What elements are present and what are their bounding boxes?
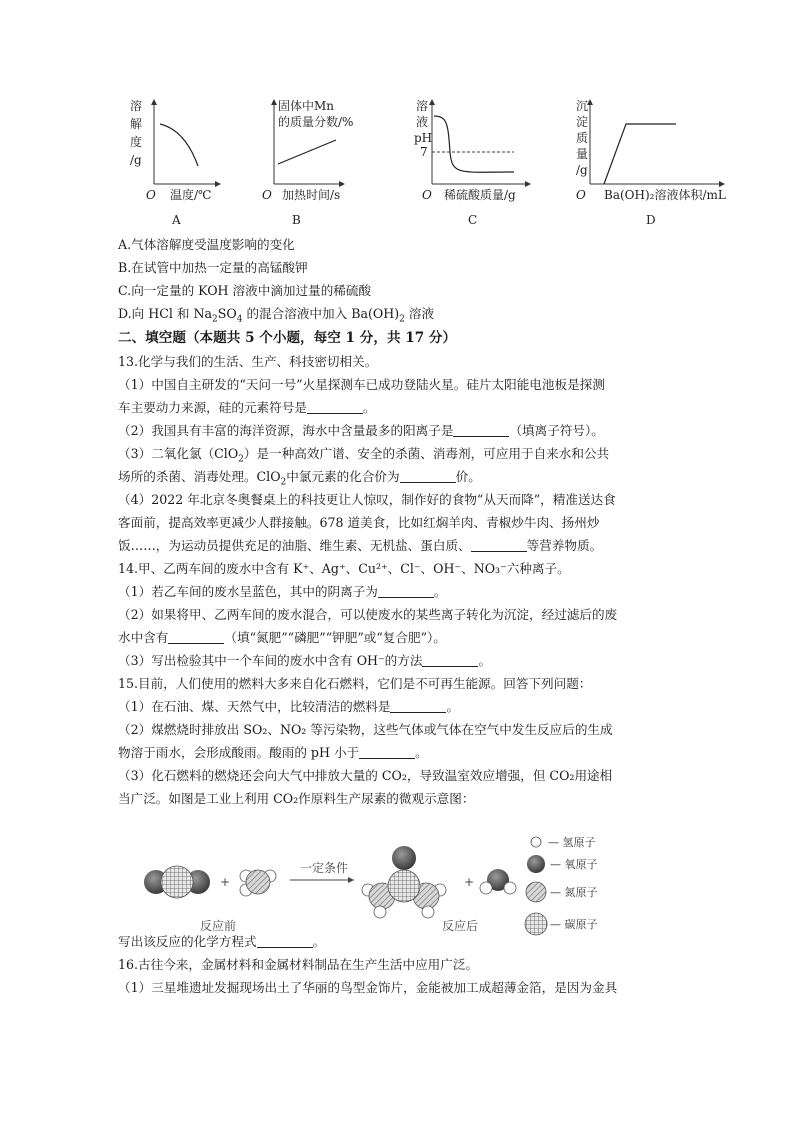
graph-c-ylabel-0: 溶	[416, 99, 429, 113]
graph-b	[262, 98, 353, 227]
graph-c-tick: 7	[420, 145, 428, 159]
option-graphs	[110, 96, 750, 232]
option-c: C.向一定量的 KOH 溶液中滴加过量的稀硫酸	[118, 283, 372, 298]
q14-p2a: （2）如果将甲、乙两车间的废水混合，可以使废水的某些离子转化为沉淀，经过滤后的废	[118, 607, 618, 622]
text: 场所的杀菌、消毒处理。ClO	[118, 469, 281, 484]
option-b: B.在试管中加热一定量的高锰酸钾	[118, 260, 308, 275]
q14-stem: 14.甲、乙两车间的废水中含有 K⁺、Ag⁺、Cu²⁺、Cl⁻、OH⁻、NO₃⁻六种离子。	[118, 561, 570, 576]
nh3-molecule	[240, 870, 276, 896]
text: 水中含有	[118, 630, 169, 645]
text: （2）我国具有丰富的海洋资源，海水中含量最多的阳离子是	[118, 423, 454, 438]
q13-p3	[118, 442, 678, 465]
option-d-part: 的混合溶液中加入 Ba(OH)	[242, 306, 400, 321]
legend-hydrogen: — 氢原子	[548, 836, 596, 849]
legend-carbon-icon	[525, 913, 547, 935]
graph-a-ylabel-2: 度	[130, 135, 143, 149]
graph-d-origin: O	[576, 188, 586, 202]
graph-d-letter: D	[646, 213, 656, 227]
q13-p3-cont	[118, 465, 678, 488]
answer-blank[interactable]	[378, 584, 434, 598]
q15-p1	[118, 695, 678, 718]
line-b	[278, 140, 336, 164]
graph-c-ylabel-1: 液	[416, 115, 429, 129]
legend-oxygen-icon	[527, 855, 545, 873]
graph-c-ylabel-2: pH	[414, 131, 433, 145]
q15-p3a: （3）化石燃料的燃烧还会向大气中排放大量的 CO₂，导致温室效应增强，但 CO₂用途相	[118, 768, 613, 783]
text: （填“氮肥”“磷肥”“钾肥”或“复合肥”）。	[224, 630, 446, 645]
graph-d-ylabel-2: 质	[576, 131, 589, 145]
legend-carbon: — 碳原子	[550, 918, 598, 931]
q13-p1b	[118, 396, 678, 419]
graph-a-ylabel-0: 溶	[130, 99, 143, 113]
q15-p3b: 当广泛。如图是工业上利用 CO₂作原料生产尿素的微观示意图：	[118, 791, 475, 806]
text: 。	[478, 653, 492, 668]
graph-d-ylabel-1: 淀	[576, 115, 589, 129]
legend-nitrogen-icon	[526, 882, 546, 902]
graph-b-origin: O	[262, 188, 272, 202]
label-after: 反应后	[442, 919, 479, 933]
graph-c-xlabel: 稀硫酸质量/g	[444, 188, 516, 202]
sub: 2	[238, 454, 244, 465]
text: （1）在石油、煤、天然气中，比较清洁的燃料是	[118, 699, 391, 714]
text: 。	[433, 584, 447, 599]
graph-b-letter: B	[292, 213, 301, 227]
q15-p2b	[118, 741, 678, 764]
graph-b-ylabel-0: 固体中Mn	[278, 99, 335, 113]
reaction-condition: 一定条件	[300, 861, 349, 875]
q15-stem: 15.目前，人们使用的燃料大多来自化石燃料，它们是不可再生能源。回答下列问题：	[118, 676, 592, 691]
answer-blank[interactable]	[359, 745, 415, 759]
option-a: A.气体溶解度受温度影响的变化	[118, 237, 295, 252]
option-d-part: 溶液	[404, 306, 435, 321]
q14-p3	[118, 649, 678, 672]
graph-d	[576, 99, 726, 227]
urea-reaction-diagram	[130, 832, 690, 950]
reaction-arrow	[290, 860, 354, 883]
legend-oxygen: — 氧原子	[550, 858, 598, 871]
section-heading: 二、填空题（本题共 5 个小题，每空 1 分，共 17 分）	[118, 330, 457, 346]
urea-svg	[130, 832, 690, 950]
option-d-sub: 2	[399, 314, 405, 325]
q14-p1	[118, 580, 678, 603]
graph-a-letter: A	[172, 213, 181, 227]
option-d-sub: 2	[212, 314, 218, 325]
graph-a-origin: O	[146, 188, 156, 202]
curve-c	[434, 116, 514, 172]
answer-blank[interactable]	[390, 699, 446, 713]
q13-p4b: 客面前，提高效率更减少人群接触。678 道美食，比如红焖羊肉、青椒炒牛肉、扬州炒	[118, 515, 600, 530]
graph-a-ylabel-3: /g	[130, 153, 142, 167]
label-before: 反应前	[200, 919, 237, 933]
plus-sign: +	[220, 875, 231, 889]
option-d-part: D.向 HCl 和 Na	[118, 306, 213, 321]
q13-p2	[118, 419, 678, 442]
q16-p1: （1）三星堆遗址发掘现场出土了华丽的鸟型金饰片，金能被加工成超薄金箔，是因为金具	[118, 980, 618, 995]
q13-stem: 13.化学与我们的生活、生产、科技密切相关。	[118, 354, 378, 369]
text: （3）二氧化氯（ClO	[118, 446, 239, 461]
answer-blank[interactable]	[168, 630, 224, 644]
option-d	[118, 302, 678, 325]
graph-c-letter: C	[468, 213, 478, 227]
q13-p1a: （1）中国自主研发的“天问一号”火星探测车已成功登陆火星。硅片太阳能电池板是探测	[118, 377, 605, 392]
q14-p2b	[118, 626, 678, 649]
answer-blank[interactable]	[422, 653, 478, 667]
graph-b-ylabel-1: 的质量分数/%	[278, 115, 354, 129]
graph-b-xlabel: 加热时间/s	[282, 188, 341, 202]
q16-stem: 16.古往今来，金属材料和金属材料制品在生产生活中应用广泛。	[118, 957, 479, 972]
sub: 2	[280, 477, 287, 488]
text: （1）若乙车间的废水呈蓝色，其中的阴离子为	[118, 584, 378, 599]
text: 。	[362, 400, 376, 415]
answer-blank[interactable]	[400, 469, 456, 483]
curve-a	[160, 124, 198, 166]
co2-molecule	[144, 866, 210, 898]
text: 等营养物质。	[526, 538, 603, 553]
graph-d-ylabel-4: /g	[576, 163, 588, 177]
text: 饭……，为运动员提供充足的油脂、维生素、无机盐、蛋白质、	[118, 538, 471, 553]
text: 。	[415, 745, 428, 760]
text: 。	[446, 699, 460, 714]
text: 写出该反应的化学方程式	[118, 934, 257, 949]
text: ）是一种高效广谱、安全的杀菌、消毒剂，可应用于自来水和公共	[243, 446, 610, 461]
text: 。	[312, 934, 326, 949]
h2o-molecule	[480, 869, 516, 894]
q13-p4c	[118, 534, 678, 557]
graph-a	[130, 98, 218, 227]
answer-blank[interactable]	[453, 423, 509, 437]
graph-a-xlabel: 温度/℃	[170, 188, 212, 202]
legend-hydrogen-icon	[531, 837, 541, 847]
text: 中氯元素的化合价为	[286, 469, 400, 484]
urea-molecule	[362, 846, 446, 918]
answer-blank[interactable]	[307, 400, 363, 414]
text: （3）写出检验其中一个车间的废水中含有 OH⁻的方法	[118, 653, 423, 668]
graph-d-ylabel-0: 沉	[576, 99, 589, 113]
q13-p4a: （4）2022 年北京冬奥餐桌上的科技更让人惊叹，制作好的食物“从天而降”，精准送达食	[118, 492, 616, 507]
graph-a-ylabel-1: 解	[130, 117, 143, 131]
text: 车主要动力来源，硅的元素符号是	[118, 400, 307, 415]
graph-d-ylabel-3: 量	[576, 147, 589, 161]
text: 物溶于雨水，会形成酸雨。酸雨的 pH 小于	[118, 745, 360, 760]
legend-nitrogen: — 氮原子	[550, 886, 598, 899]
option-d-part: SO	[217, 306, 237, 321]
line-d	[604, 124, 676, 184]
graphs-svg	[110, 96, 750, 232]
legend	[525, 835, 598, 935]
q15-p2a: （2）煤燃烧时排放出 SO₂、NO₂ 等污染物，这些气体或气体在空气中发生反应后的生成	[118, 722, 613, 737]
text: （填离子符号）。	[509, 423, 604, 438]
graph-c-origin: O	[422, 188, 432, 202]
option-d-sub: 4	[236, 314, 243, 325]
graph-c	[414, 98, 528, 227]
graph-d-xlabel: Ba(OH)₂溶液体积/mL	[604, 188, 726, 202]
text: 价。	[455, 469, 481, 484]
answer-blank[interactable]	[471, 538, 527, 552]
plus-sign: +	[464, 875, 475, 889]
